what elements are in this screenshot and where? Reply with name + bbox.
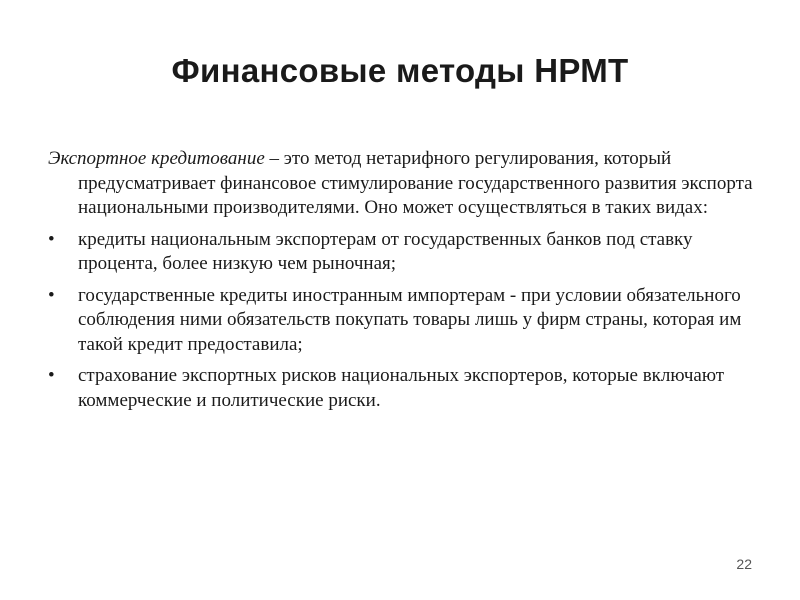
bullet-icon: • xyxy=(48,365,55,386)
bullet-text: кредиты национальным экспортерам от государственных банков под ставку процента, более низкую чем рыночная; xyxy=(78,228,693,274)
intro-text: – это метод нетарифного регулирования, который предусматривает финансовое стимулирование государственного развития экспорта национальными производителями. Оно может осуществляться в таких видах: xyxy=(78,148,753,218)
bullet-icon: • xyxy=(48,228,55,250)
bullet-list xyxy=(48,228,768,414)
list-item xyxy=(48,364,768,413)
bullet-icon: • xyxy=(48,284,55,306)
slide-body xyxy=(48,147,768,420)
list-item xyxy=(48,228,768,277)
intro-paragraph xyxy=(48,147,768,221)
bullet-text: страхование экспортных рисков национальных экспортеров, которые включают коммерческие и политические риски. xyxy=(78,365,725,411)
page-number: 22 xyxy=(736,556,752,572)
slide-title: Финансовые методы НРМТ xyxy=(171,52,629,89)
bullet-text: государственные кредиты иностранным импортерам - при условии обязательного соблюдения ними обязательств покупать товары лишь у фирм страны, которая им такой кредит предоставила; xyxy=(78,284,742,355)
list-item xyxy=(48,284,768,358)
intro-term: Экспортное кредитование xyxy=(48,148,265,169)
